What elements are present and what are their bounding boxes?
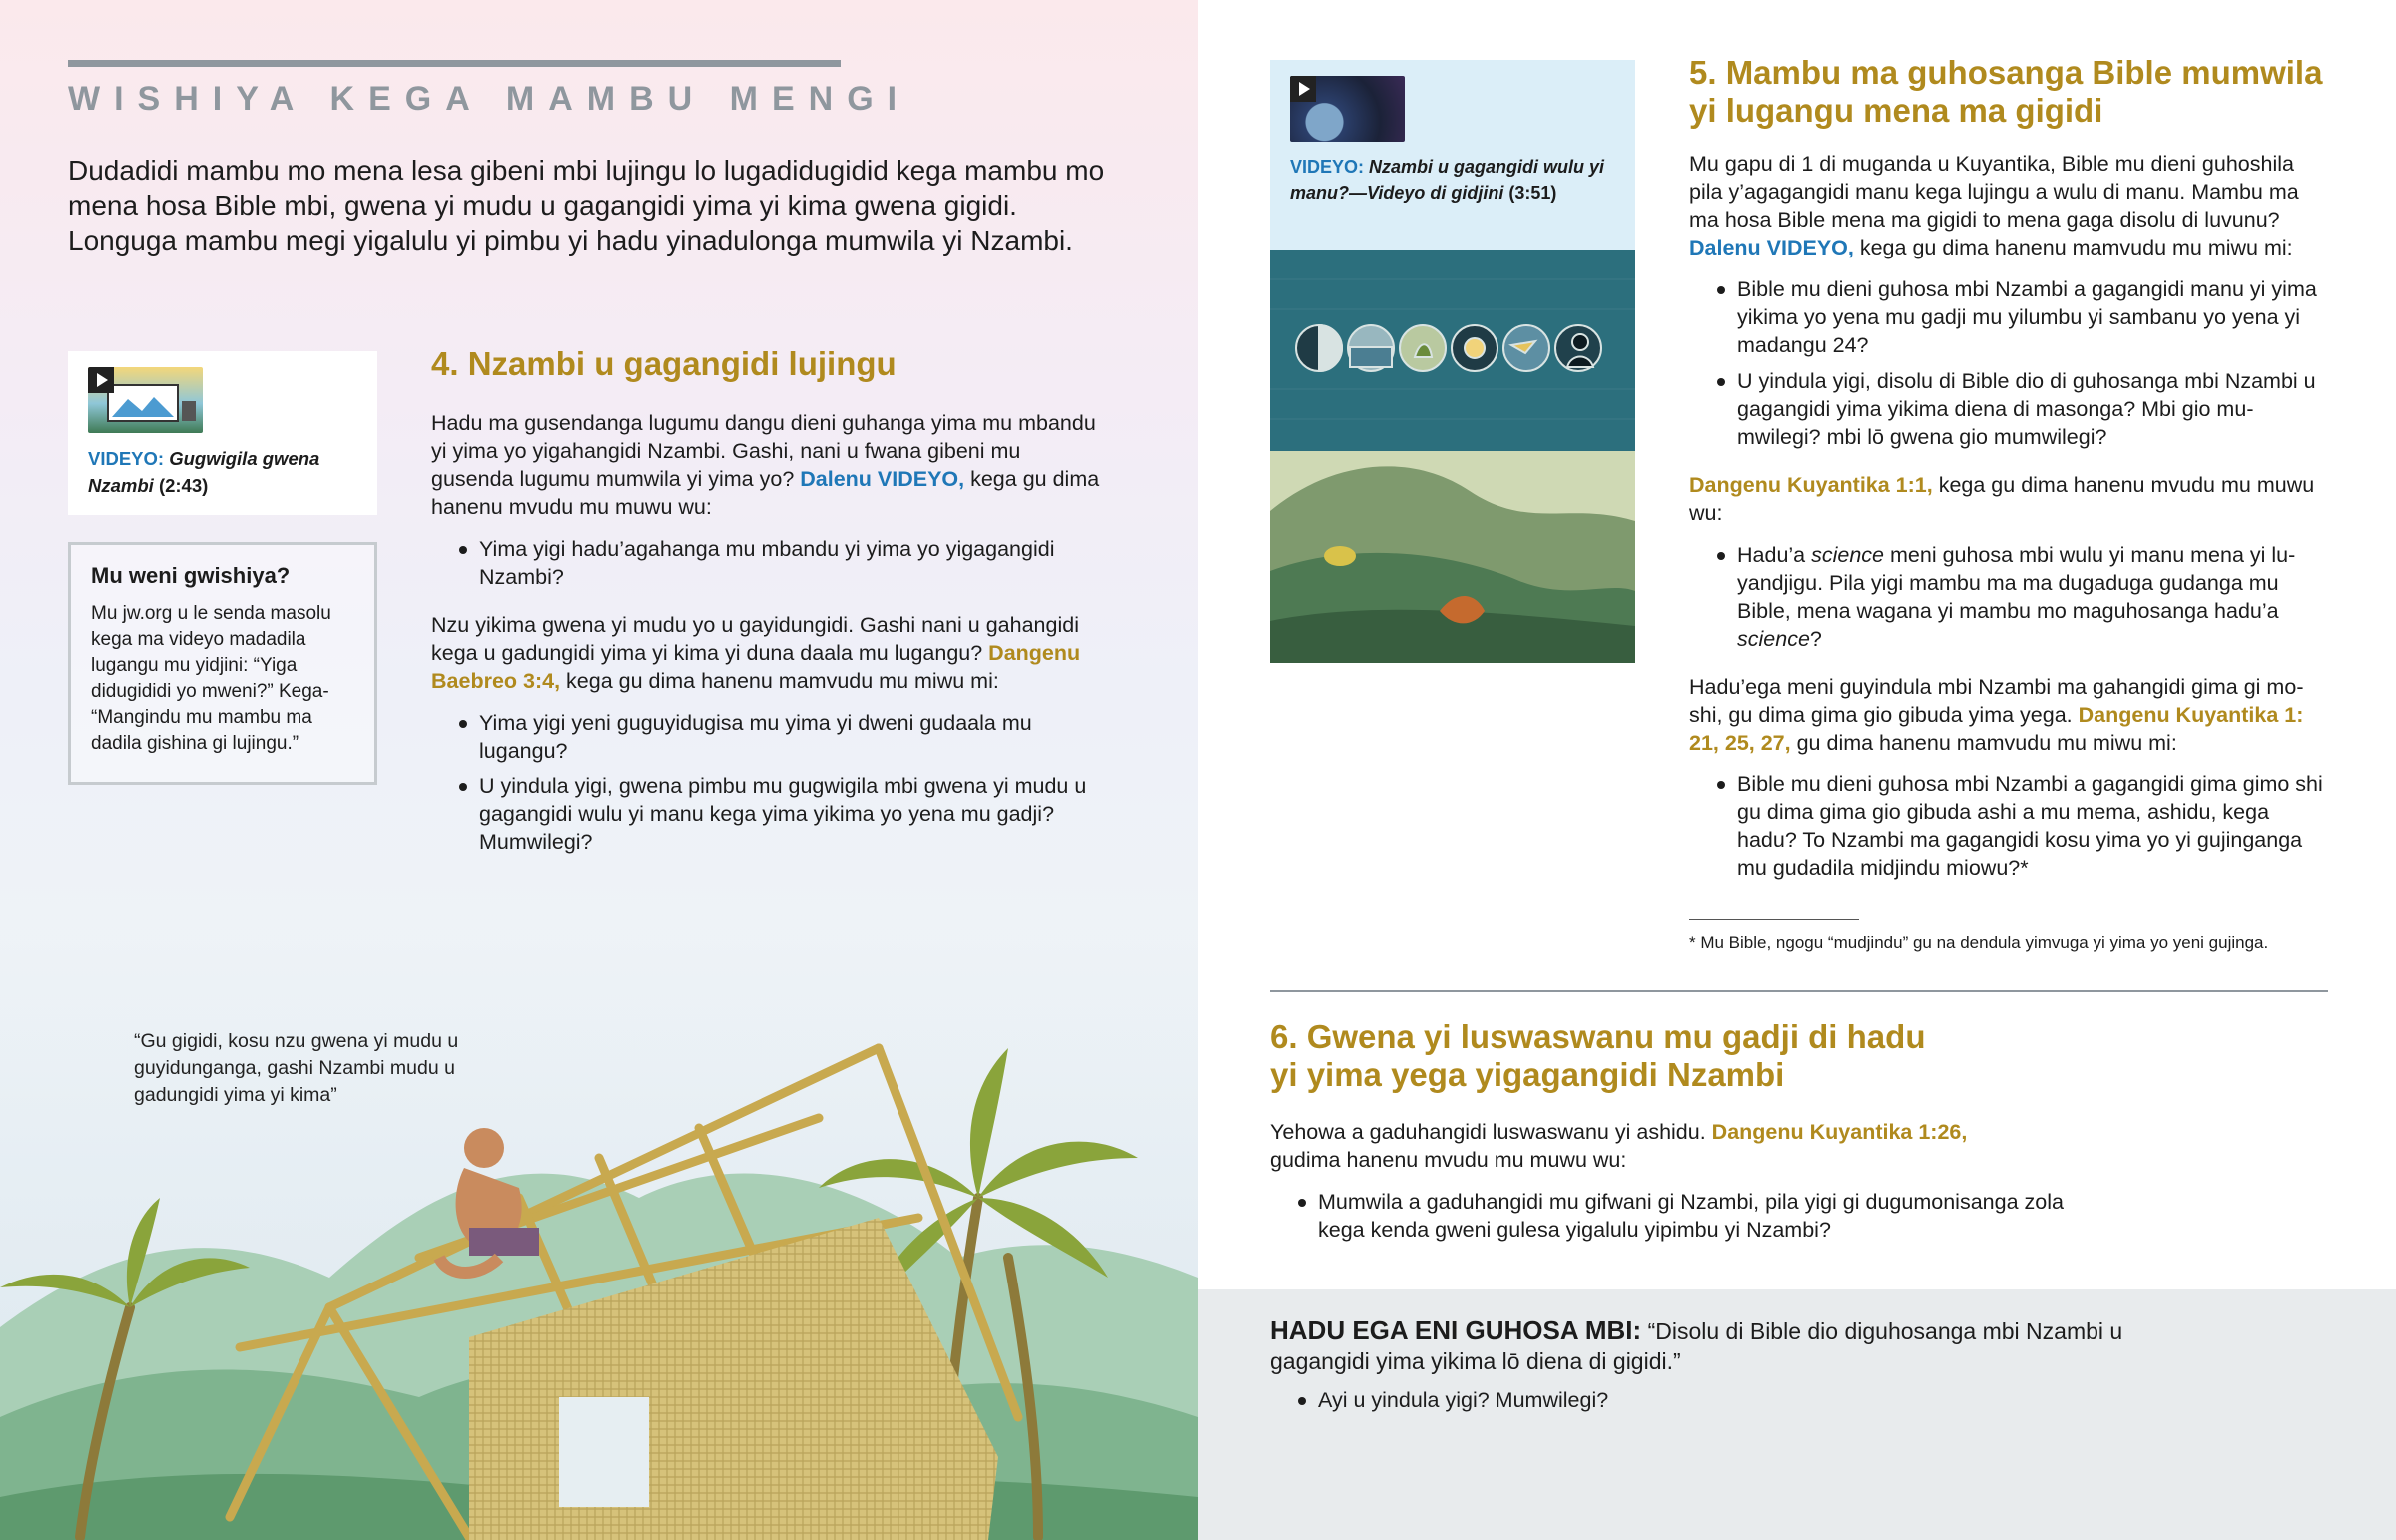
section-4-questions-1 — [431, 535, 1100, 591]
section-5-title: 5. Mambu ma guhosanga Bible mumwila yi lugangu mena ma gigidi — [1689, 54, 2323, 129]
footnote: * Mu Bible, ngogu “mudjindu” gu na dendula yimvuga yi yima yo yeni gujinga. — [1689, 933, 2269, 952]
section-6-p1-text: Yehowa a gaduhangidi luswaswanu yi ashidu. — [1270, 1120, 1712, 1144]
video-label-prefix: VIDEYO: — [88, 448, 165, 469]
some-people-say-box — [1270, 1315, 2228, 1434]
section-4-p2-tail: kega gu dima hanenu mamvudu mu miwu mi: — [560, 669, 999, 693]
section-4 — [431, 345, 1100, 876]
video-label-prefix: VIDEYO: — [1290, 157, 1365, 177]
question-item: Yima yigi yeni guguyidugisa mu yima yi dweni gudaala mu lugangu? — [479, 709, 1100, 765]
sidebar-heading: Mu weni gwishiya? — [91, 563, 291, 588]
scripture-link-genesis-1-26[interactable]: Dangenu Kuyantika 1:26, — [1711, 1120, 1968, 1144]
video-panel-right[interactable] — [1270, 60, 1635, 663]
section-5-questions-3 — [1689, 770, 2330, 882]
section-4-p1-tail: kega gu dima hanenu mvudu mu muwu wu: — [431, 467, 1100, 519]
hut-illustration — [0, 898, 1198, 1540]
question-item: U yindula yigi, disolu di Bible dio di guhosanga mbi Nzambi u gagangidi yima yikima diena di masonga? Mbi gio mu mwilegi? mbi lō gwena gio mumwilegi? — [1737, 367, 2330, 451]
section-5-p3-tail: gu dima hanenu mamvudu mu miwu mi: — [1790, 731, 2177, 755]
kicker-rule — [68, 60, 841, 67]
nature-illustration — [1270, 451, 1635, 663]
section-6 — [1270, 1018, 2069, 1264]
section-4-title: 4. Nzambi u gagangidi lujingu — [431, 345, 897, 382]
question-item: Bible mu dieni guhosa mbi Nzambi a gagangidi manu yi yima yikima yo yena mu gadji mu yilumbu yi sambanu yo yena yi madangu 24? — [1737, 275, 2330, 359]
question-item: U yindula yigi, gwena pimbu mu gugwigila mbi gwena yi mudu u gagangidi wulu yi manu kega yima yikima yo yena mu gadji? Mumwilegi? — [479, 772, 1100, 856]
video-duration: (3:51) — [1508, 183, 1557, 203]
section-5-p3-text: Hadu’ega meni guyindula mbi Nzambi ma gahangidi gima gi mo shi, gu dima gima gio gibuda yima yega. — [1689, 675, 2304, 727]
watch-video-link[interactable]: Dalenu VIDEYO, — [1689, 236, 1854, 259]
section-4-questions-2 — [431, 709, 1100, 856]
video-thumbnail[interactable] — [88, 367, 203, 433]
section-4-p2-text: Nzu yikima gwena yi mudu yo u gayidungidi. Gashi nani u gahangidi kega u gadungidi yima yi kima yi duna daala mu lugangu? — [431, 613, 1079, 665]
section-4-paragraph-2 — [431, 611, 1100, 695]
section-6-paragraph-1 — [1270, 1118, 2029, 1174]
section-5-questions-2 — [1689, 541, 2330, 653]
section-4-paragraph-1 — [431, 409, 1100, 521]
section-6-title: 6. Gwena yi luswaswanu mu gadji di hadu yi yima yega yigagangidi Nzambi — [1270, 1018, 1926, 1093]
section-5-paragraph-3 — [1689, 673, 2330, 757]
section-5-questions-1 — [1689, 275, 2330, 451]
creation-days-strip — [1270, 250, 1635, 451]
q3-science-2: science — [1737, 627, 1810, 651]
footnote-rule — [1689, 919, 1859, 920]
some-people-say-quote: “Disolu di Bible dio diguhosanga mbi Nzambi u gagangidi yima yikima lō diena di gigidi.” — [1270, 1318, 2123, 1374]
section-6-p1-tail: gudima hanenu mvudu mu muwu wu: — [1270, 1148, 1627, 1172]
some-people-say — [1270, 1315, 2228, 1376]
scripture-link-genesis-1-1[interactable]: Dangenu Kuyantika 1:1, — [1689, 473, 1933, 497]
sidebar-box — [68, 542, 377, 785]
play-icon[interactable] — [88, 367, 114, 393]
question-item: Bible mu dieni guhosa mbi Nzambi a gagangidi gima gimo shi gu dima gima gio gibuda ashi a mu mema, ashidu, kega hadu? To Nzambi ma gagangidi kosu yima yo yi gujinganga mu gudadila midjindu miowu?* — [1737, 770, 2330, 882]
video-title: Gugwigila gwena Nzambi — [88, 448, 320, 496]
scripture-link-hebrews[interactable]: Dangenu Baebreo 3:4, — [431, 641, 1081, 693]
watch-video-link[interactable]: Dalenu VIDEYO, — [800, 467, 965, 491]
video-card-right[interactable] — [1270, 60, 1635, 250]
section-5-paragraph-2 — [1689, 471, 2330, 527]
section-5-p2-tail: kega gu dima hanenu mvudu mu muwu wu: — [1689, 473, 2315, 525]
q3-mid: meni guhosa mbi wulu yi manu mena yi lu yandjigu. Pila yigi mambu ma ma dugaduga gudanga mu Bible, mena wagana yi mambu mo maguhosanga hadu’a — [1737, 543, 2296, 623]
section-5-p1-tail: kega gu dima hanenu mamvudu mu miwu mi: — [1853, 236, 2293, 259]
section-divider — [1270, 990, 2328, 992]
kicker-heading: WISHIYA KEGA MAMBU MENGI — [68, 80, 911, 118]
play-icon[interactable] — [1290, 76, 1316, 102]
q3-science-1: science — [1811, 543, 1885, 567]
section-5-paragraph-1 — [1689, 150, 2330, 261]
sidebar-text: Mu jw.org u le senda masolu kega ma videyo madadila lugangu mu yidjini: “Yiga didugididi yo mweni?” Kega “Mangindu mu mambu ma dadila gishina gi lujingu.” — [91, 603, 331, 754]
video-thumbnail[interactable] — [1290, 76, 1405, 142]
q3-end: ? — [1809, 627, 1822, 651]
section-6-questions — [1270, 1188, 2096, 1244]
q3-pre: Hadu’a — [1737, 543, 1812, 567]
section-4-p1-text: Hadu ma gusendanga lugumu dangu dieni guhanga yima mu mbandu yi yima yo yigahangidi Nzambi. Gashi, nani u fwana gibeni mu gusenda lugumu mumwila yi yima yo? — [431, 411, 1096, 491]
video-duration: (2:43) — [158, 475, 209, 496]
illustration-caption: “Gu gigidi, kosu nzu gwena yi mudu u guyidunganga, gashi Nzambi mudu u gadungidi yima yi kima” — [134, 1030, 459, 1106]
video-label — [88, 445, 357, 499]
section-5-p1-text: Mu gapu di 1 di muganda u Kuyantika, Bible mu dieni guhoshila pila y’agagangidi manu kega lujingu a wulu di manu. Mambu ma ma hosa Bible mena ma gigidi to mena gaga disolu di luvunu? — [1689, 152, 2299, 232]
some-people-say-lead: HADU EGA ENI GUHOSA MBI: — [1270, 1315, 1642, 1345]
video-title: Nzambi u gagangidi wulu yi manu?—Videyo di gidjini — [1290, 157, 1605, 203]
bottom-questions — [1270, 1386, 2228, 1414]
question-item — [1737, 541, 2330, 653]
question-item: Yima yigi hadu’agahanga mu mbandu yi yima yo yigagangidi Nzambi? — [479, 535, 1100, 591]
question-item: Mumwila a gaduhangidi mu gifwani gi Nzambi, pila yigi gi dugumonisanga zola kega kenda gweni gulesa yigalulu yipimbu yi Nzambi? — [1318, 1188, 2096, 1244]
video-card-left[interactable] — [68, 351, 377, 515]
question-item: Ayi u yindula yigi? Mumwilegi? — [1318, 1386, 2228, 1414]
video-label — [1290, 154, 1615, 206]
intro-paragraph: Dudadidi mambu mo mena lesa gibeni mbi lujingu lo lugadidugidid kega mambu mo mena hosa Bible mbi, gwena yi mudu u gagangidi yima yi kima gwena gigidi. Longuga mambu megi yigalulu yi pimbu yi hadu yinadulonga mumwila yi Nzambi. — [68, 155, 1105, 256]
section-5 — [1689, 54, 2330, 902]
scripture-link-genesis-1-21[interactable]: Dangenu Kuyantika 1: 21, 25, 27, — [1689, 703, 2304, 755]
